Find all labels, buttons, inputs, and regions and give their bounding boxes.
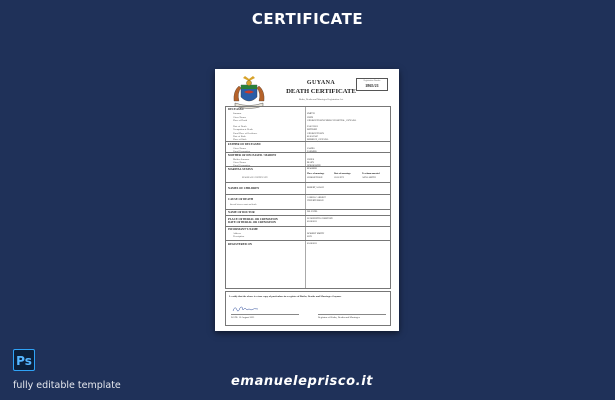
section-heading: MOTHER OF DECEASED / MAIDEN [228, 153, 277, 157]
form-row [226, 119, 390, 122]
field-value: JOHN [307, 115, 314, 119]
field-label: Date of Birth [233, 135, 246, 138]
document-title: DEATH CERTIFICATE [286, 88, 356, 95]
field-value: RETIRED [307, 128, 318, 131]
editable-template-caption: fully editable template [13, 380, 121, 391]
signature-icon [232, 304, 262, 314]
registered-value: 05/08/2021 [307, 243, 317, 245]
marriage-date-value: 12/05/1972 [334, 176, 344, 179]
field-label: Surname [233, 112, 242, 115]
document-subtitle: Births, Deaths and Marriages Registration Act [298, 98, 344, 101]
registration-box [356, 78, 388, 91]
field-label: Place of Birth [233, 138, 247, 141]
marriage-place-header: Place of marriage [307, 172, 325, 175]
field-label: Occupation at Death [233, 128, 253, 131]
section-heading: PLACE OF BURIAL OR CREMATION [228, 217, 278, 221]
section-heading: DATE OF BURIAL OR CREMATION [228, 221, 276, 224]
section-heading: INFORMANT'S NAME [228, 227, 258, 231]
certification-text: I certify that the above is a true copy of particulars in a register of Births, Deaths and Marriages Guyana. [229, 295, 342, 298]
section-heading: CAUSE OF DEATH [228, 198, 254, 201]
marriage-spouse-value: ANNA SMITH [362, 176, 376, 179]
cause-value-1: CARDIAC ARREST [307, 196, 326, 199]
registrar-title: Registrar of Births, Deaths and Marriages [318, 316, 360, 319]
certification-box [225, 291, 391, 326]
field-label: Place of Death [233, 119, 248, 122]
field-label: Given Names [233, 146, 247, 150]
section-heading: MARITAL STATUS [228, 167, 254, 171]
field-label: Given Names [233, 160, 247, 164]
marital-status-value: MARRIED [307, 168, 318, 170]
brand-website: emanueleprisco.it [231, 374, 374, 389]
certification-date: DATE: 10 August 2021 [231, 316, 255, 319]
document-country: GUYANA [306, 80, 336, 86]
field-value: SON [307, 235, 312, 238]
field-value: 01/03/1947 [307, 135, 318, 138]
certificate-form [225, 106, 391, 289]
death-certificate-document [215, 69, 399, 331]
section-heading: REGISTERED ON [228, 243, 252, 246]
marriage-spouse-header: To whom married [362, 172, 380, 175]
children-value: ROBERT, SARAH [307, 187, 324, 189]
field-value: JONES [307, 157, 315, 161]
field-value: FARMER [307, 149, 317, 153]
section-cause-of-death [226, 194, 390, 210]
field-label: Usual Occupation [233, 163, 251, 167]
cause-value-2: HYPERTENSION [307, 200, 324, 202]
field-label: Date of Death [233, 124, 247, 128]
photoshop-icon: Ps [13, 349, 35, 371]
section-heading: DECEASED [228, 107, 244, 111]
cause-note: Interval between onset and death [230, 203, 257, 206]
field-value: GEORGETOWN [307, 131, 324, 135]
signature-line [318, 314, 386, 315]
field-value: 25/07/2021 [307, 124, 318, 128]
registration-label: Registration Number [363, 80, 381, 82]
field-label: Maiden Surname [233, 157, 250, 161]
field-value: BERBICE, GUYANA [307, 138, 329, 141]
section-heading: NAMES OF CHILDREN [228, 186, 260, 190]
field-value: MARY [307, 160, 315, 164]
field-value: ROBERT SMITH [307, 231, 325, 235]
field-value: SMITH [307, 112, 315, 115]
section-informant [226, 226, 390, 241]
marriage-date-header: Date of marriage [334, 172, 351, 175]
field-label: Usual Place of Residence [233, 131, 258, 135]
signature-line [231, 314, 299, 315]
registration-number: 1865/21 [365, 82, 379, 88]
section-deceased [226, 107, 390, 141]
burial-date-value: 02/08/2021 [307, 221, 317, 223]
marriage-place-value: GEORGETOWN [307, 176, 323, 179]
page-title: CERTIFICATE [251, 10, 364, 28]
field-label: Description [233, 235, 245, 238]
form-row [226, 235, 390, 238]
section-heading: FATHER OF DECEASED [228, 142, 261, 146]
field-value: HOUSEWIFE [307, 163, 321, 167]
marriage-certificate-label: MARRIAGE CERTIFICATE [242, 177, 268, 179]
burial-place-value: LE REPENTIR CEMETERY [307, 217, 333, 220]
doctor-value: DR. PATEL [307, 211, 318, 213]
section-registered [226, 240, 390, 289]
section-heading: NAME OF DOCTOR [228, 210, 255, 214]
field-value: JAMES [307, 146, 315, 150]
field-label: Given Names [233, 115, 247, 119]
field-value: GEORGETOWN PUBLIC HOSPITAL, GUYANA [307, 119, 357, 122]
field-label: Usual Occupation [233, 149, 251, 153]
field-label: Address [233, 231, 241, 235]
